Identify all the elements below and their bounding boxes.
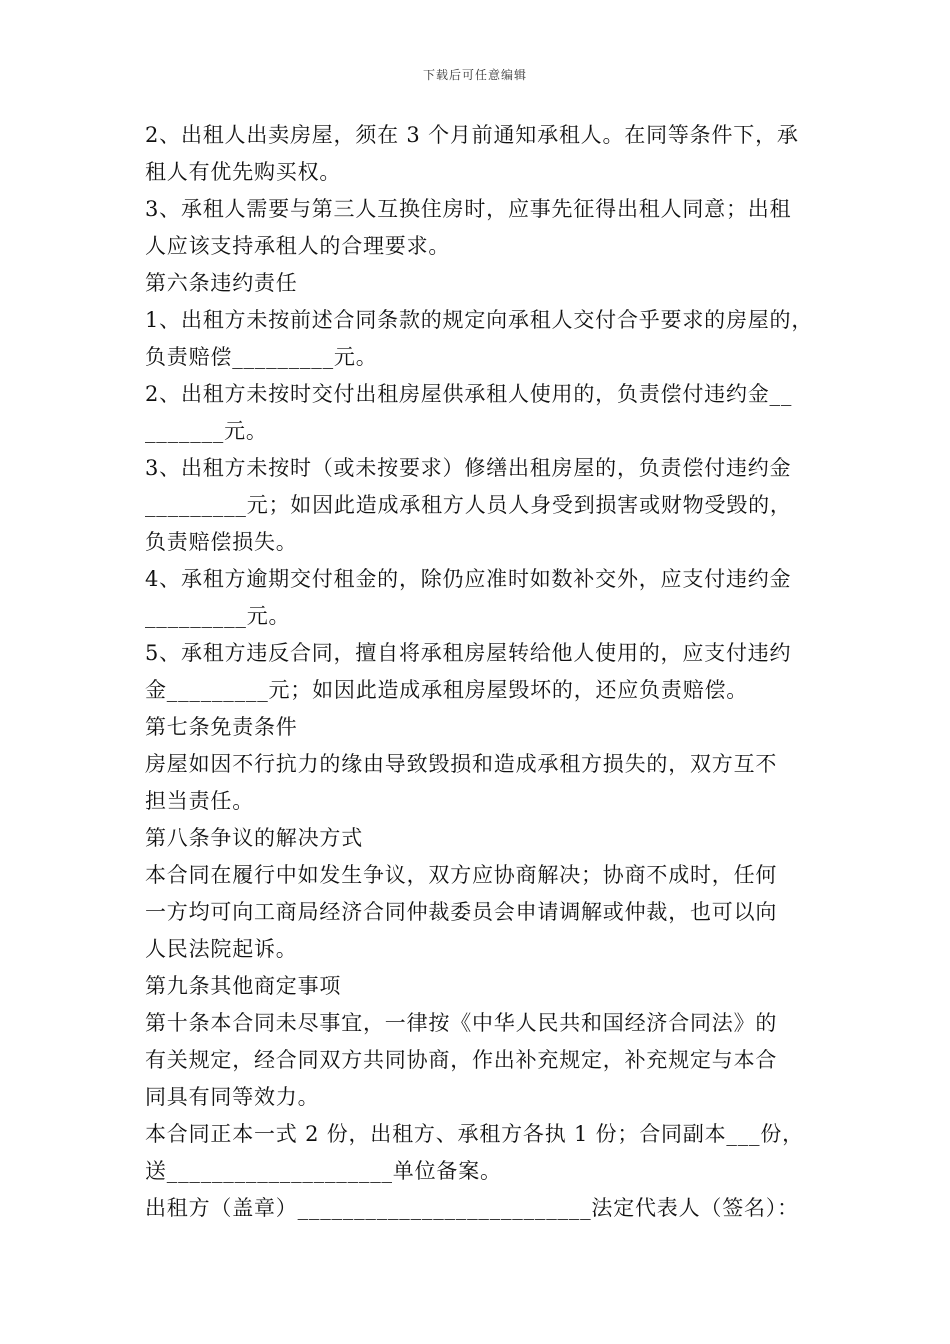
text-line: 租人有优先购买权。: [145, 160, 342, 184]
text-line: 有关规定，经合同双方共同协商，作出补充规定，补充规定与本合: [145, 1048, 778, 1072]
section-heading: 第六条违约责任: [145, 271, 298, 295]
text-line: 一方均可向工商局经济合同仲裁委员会申请调解或仲裁，也可以向: [145, 900, 778, 924]
text-line: 人民法院起诉。: [145, 937, 298, 961]
page-header: 下载后可任意编辑: [422, 68, 527, 82]
text-line: 同具有同等效力。: [145, 1085, 320, 1109]
text-line: 4、承租方逾期交付租金的，除仍应准时如数补交外，应支付违约金: [145, 567, 792, 591]
text-line: 2、出租人出卖房屋，须在 3 个月前通知承租人。在同等条件下，承: [145, 123, 799, 147]
text-line: 人应该支持承租人的合理要求。: [145, 234, 451, 258]
section-heading: 第九条其他商定事项: [145, 974, 342, 998]
text-line: 送____________________单位备案。: [145, 1159, 502, 1183]
text-line: 负责赔偿损失。: [145, 530, 298, 554]
section-heading: 第七条免责条件: [145, 715, 298, 739]
document-body: [145, 117, 814, 1227]
text-line: 3、出租方未按时（或未按要求）修缮出租房屋的，负责偿付违约金: [145, 456, 792, 480]
text-line: 本合同正本一式 2 份，出租方、承租方各执 1 份；合同副本___份，: [145, 1122, 804, 1146]
text-line: _______元。: [145, 419, 268, 443]
text-line: 第十条本合同未尽事宜，一律按《中华人民共和国经济合同法》的: [145, 1011, 778, 1035]
text-line: 1、出租方未按前述合同条款的规定向承租人交付合乎要求的房屋的，: [145, 308, 814, 332]
text-line: 负责赔偿_________元。: [145, 345, 378, 369]
section-heading: 第八条争议的解决方式: [145, 826, 363, 850]
text-line: 金_________元；如因此造成承租房屋毁坏的，还应负责赔偿。: [145, 678, 749, 702]
text-line: _________元；如因此造成承租方人员人身受到损害或财物受毁的，: [145, 493, 792, 517]
text-line: _________元。: [145, 604, 291, 628]
text-line: 担当责任。: [145, 789, 254, 813]
text-line: 3、承租人需要与第三人互换住房时，应事先征得出租人同意；出租: [145, 197, 792, 221]
text-line: 房屋如因不行抗力的缘由导致毁损和造成承租方损失的，双方互不: [145, 752, 778, 776]
text-line: 2、出租方未按时交付出租房屋供承租人使用的，负责偿付违约金__: [145, 382, 793, 406]
text-line: 本合同在履行中如发生争议，双方应协商解决；协商不成时，任何: [145, 863, 778, 887]
signature-line: 出租方（盖章）__________________________法定代表人（签名）：: [145, 1196, 799, 1220]
text-line: 5、承租方违反合同，擅自将承租房屋转给他人使用的，应支付违约: [145, 641, 792, 665]
